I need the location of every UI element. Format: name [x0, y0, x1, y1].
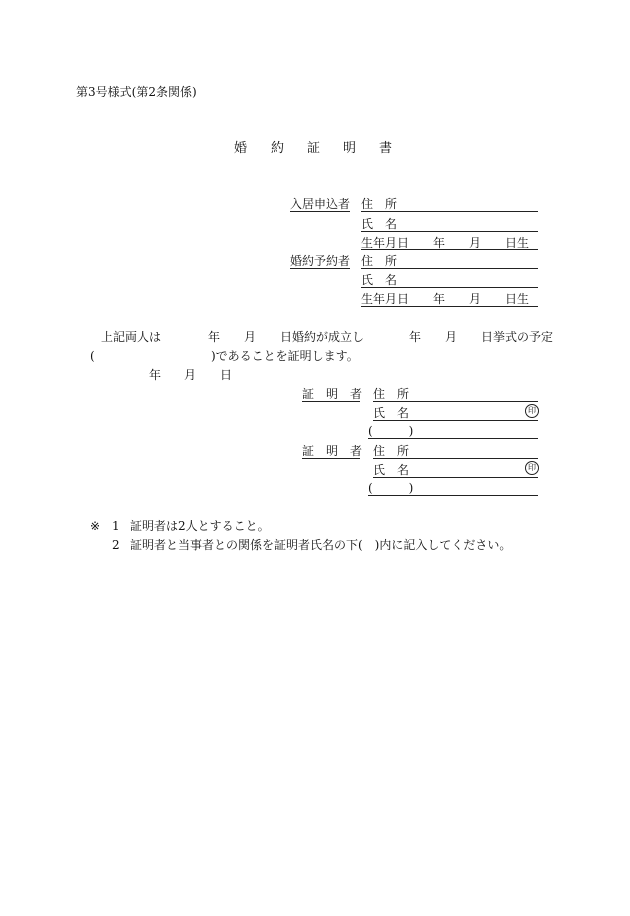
- title-char: 明: [343, 141, 357, 156]
- seal-icon: 印: [525, 404, 539, 418]
- applicant-address-label: 住 所: [361, 197, 398, 211]
- fiance-name-line[interactable]: [361, 287, 538, 288]
- engage-month: 月: [244, 330, 257, 344]
- applicant-address-line[interactable]: [361, 211, 538, 212]
- date-year: 年: [149, 368, 162, 382]
- heading-underline: [302, 401, 360, 402]
- fiance-birth-day: 日生: [505, 292, 530, 306]
- applicant-heading: 入居申込者: [290, 197, 351, 211]
- applicant-birth-month: 月: [469, 236, 482, 250]
- fiance-name-label: 氏 名: [361, 273, 398, 287]
- fiance-heading: 婚約予約者: [290, 254, 351, 268]
- certifier-name-label: 氏 名: [373, 463, 410, 477]
- certifier-relation[interactable]: ( ): [368, 481, 414, 495]
- certifier-address-label: 住 所: [373, 444, 410, 458]
- certifier-relation-line: [368, 438, 538, 439]
- fiance-address-label: 住 所: [361, 254, 398, 268]
- certifier-heading: 証 明 者: [302, 444, 363, 458]
- certifier-address-label: 住 所: [373, 387, 410, 401]
- note-1-text: 証明者は2人とすること。: [130, 519, 270, 533]
- wedding-month: 月: [445, 330, 458, 344]
- certifier-relation-line: [368, 495, 538, 496]
- title-char: 婚: [234, 141, 248, 156]
- title-char: 書: [379, 141, 393, 156]
- title-char: 証: [307, 141, 321, 156]
- applicant-birth-label: 生年月日: [361, 236, 410, 250]
- certifier-relation[interactable]: ( ): [368, 424, 414, 438]
- certifier-name-label: 氏 名: [373, 406, 410, 420]
- heading-underline: [290, 268, 350, 269]
- note-2-text: 証明者と当事者との関係を証明者氏名の下( )内に記入してください。: [130, 538, 512, 552]
- applicant-birth-line[interactable]: [361, 249, 538, 250]
- fiance-birth-year: 年: [433, 292, 446, 306]
- wedding-year: 年: [409, 330, 422, 344]
- wedding-day-text: 日挙式の予定: [481, 330, 554, 344]
- date-day: 日: [220, 368, 233, 382]
- date-month: 月: [184, 368, 197, 382]
- certifier-heading: 証 明 者: [302, 387, 363, 401]
- applicant-name-line[interactable]: [361, 231, 538, 232]
- heading-underline: [302, 458, 360, 459]
- certifier-address-line[interactable]: [373, 401, 538, 402]
- fiance-address-line[interactable]: [361, 268, 538, 269]
- certifier-name-line[interactable]: [373, 477, 538, 478]
- open-paren: (: [90, 349, 95, 363]
- note-2-number: 2: [112, 538, 120, 552]
- fiance-birth-month: 月: [469, 292, 482, 306]
- heading-underline: [290, 211, 350, 212]
- statement-close: )であることを証明します。: [211, 349, 359, 363]
- applicant-name-label: 氏 名: [361, 217, 398, 231]
- statement-start: 上記両人は: [101, 330, 162, 344]
- fiance-birth-line[interactable]: [361, 306, 538, 307]
- title-char: 約: [271, 141, 285, 156]
- fiance-birth-label: 生年月日: [361, 292, 410, 306]
- note-mark: ※: [90, 519, 101, 533]
- note-1-number: 1: [112, 519, 120, 533]
- form-label: 第3号様式(第2条関係): [76, 85, 197, 99]
- certifier-name-line[interactable]: [373, 420, 538, 421]
- certifier-address-line[interactable]: [373, 458, 538, 459]
- seal-icon: 印: [525, 461, 539, 475]
- engage-year: 年: [208, 330, 221, 344]
- applicant-birth-day: 日生: [505, 236, 530, 250]
- engage-day-text: 日婚約が成立し: [280, 330, 365, 344]
- applicant-birth-year: 年: [433, 236, 446, 250]
